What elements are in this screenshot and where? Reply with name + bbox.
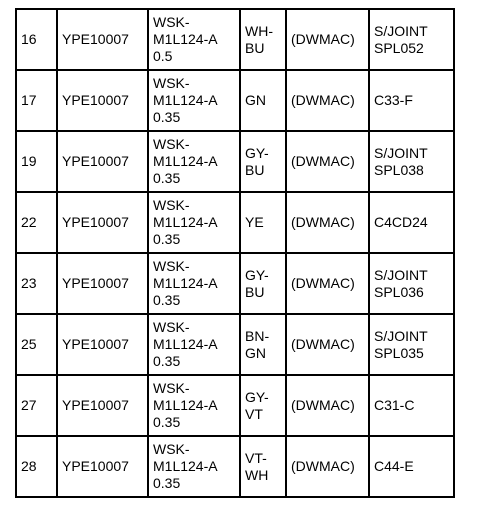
circuit-number-cell: 27 [16,375,57,436]
wire-color-cell: WH- BU [240,9,286,70]
part-number-cell: YPE10007 [57,253,148,314]
table-row [16,314,454,375]
circuit-number-cell: 16 [16,9,57,70]
table-row [16,253,454,314]
destination-cell: C4CD24 [369,192,454,253]
part-number-cell: YPE10007 [57,192,148,253]
code-cell: (DWMAC) [286,9,369,70]
code-cell: (DWMAC) [286,314,369,375]
wire-spec-cell: WSK- M1L124-A 0.35 [148,375,240,436]
code-cell: (DWMAC) [286,70,369,131]
wire-color-cell: BN- GN [240,314,286,375]
part-number-cell: YPE10007 [57,436,148,497]
wire-spec-cell: WSK- M1L124-A 0.35 [148,192,240,253]
destination-cell: S/JOINT SPL035 [369,314,454,375]
circuit-number-cell: 28 [16,436,57,497]
table-row [16,192,454,253]
code-cell: (DWMAC) [286,436,369,497]
wiring-table [15,8,455,498]
wire-color-cell: GY- BU [240,131,286,192]
part-number-cell: YPE10007 [57,70,148,131]
wire-spec-cell: WSK- M1L124-A 0.35 [148,131,240,192]
destination-cell: C31-C [369,375,454,436]
destination-cell: C33-F [369,70,454,131]
code-cell: (DWMAC) [286,253,369,314]
part-number-cell: YPE10007 [57,375,148,436]
part-number-cell: YPE10007 [57,131,148,192]
table-row [16,131,454,192]
table-row [16,70,454,131]
destination-cell: C44-E [369,436,454,497]
wire-color-cell: YE [240,192,286,253]
wire-color-cell: GY- BU [240,253,286,314]
destination-cell: S/JOINT SPL038 [369,131,454,192]
table-row [16,375,454,436]
wire-spec-cell: WSK- M1L124-A 0.35 [148,436,240,497]
wire-spec-cell: WSK- M1L124-A 0.35 [148,70,240,131]
wire-spec-cell: WSK- M1L124-A 0.5 [148,9,240,70]
code-cell: (DWMAC) [286,192,369,253]
wire-color-cell: VT- WH [240,436,286,497]
wire-color-cell: GN [240,70,286,131]
circuit-number-cell: 22 [16,192,57,253]
circuit-number-cell: 19 [16,131,57,192]
destination-cell: S/JOINT SPL052 [369,9,454,70]
code-cell: (DWMAC) [286,375,369,436]
circuit-number-cell: 25 [16,314,57,375]
wire-spec-cell: WSK- M1L124-A 0.35 [148,314,240,375]
table-row [16,9,454,70]
circuit-number-cell: 23 [16,253,57,314]
part-number-cell: YPE10007 [57,9,148,70]
destination-cell: S/JOINT SPL036 [369,253,454,314]
wire-color-cell: GY- VT [240,375,286,436]
part-number-cell: YPE10007 [57,314,148,375]
wire-spec-cell: WSK- M1L124-A 0.35 [148,253,240,314]
table-row [16,436,454,497]
circuit-number-cell: 17 [16,70,57,131]
code-cell: (DWMAC) [286,131,369,192]
